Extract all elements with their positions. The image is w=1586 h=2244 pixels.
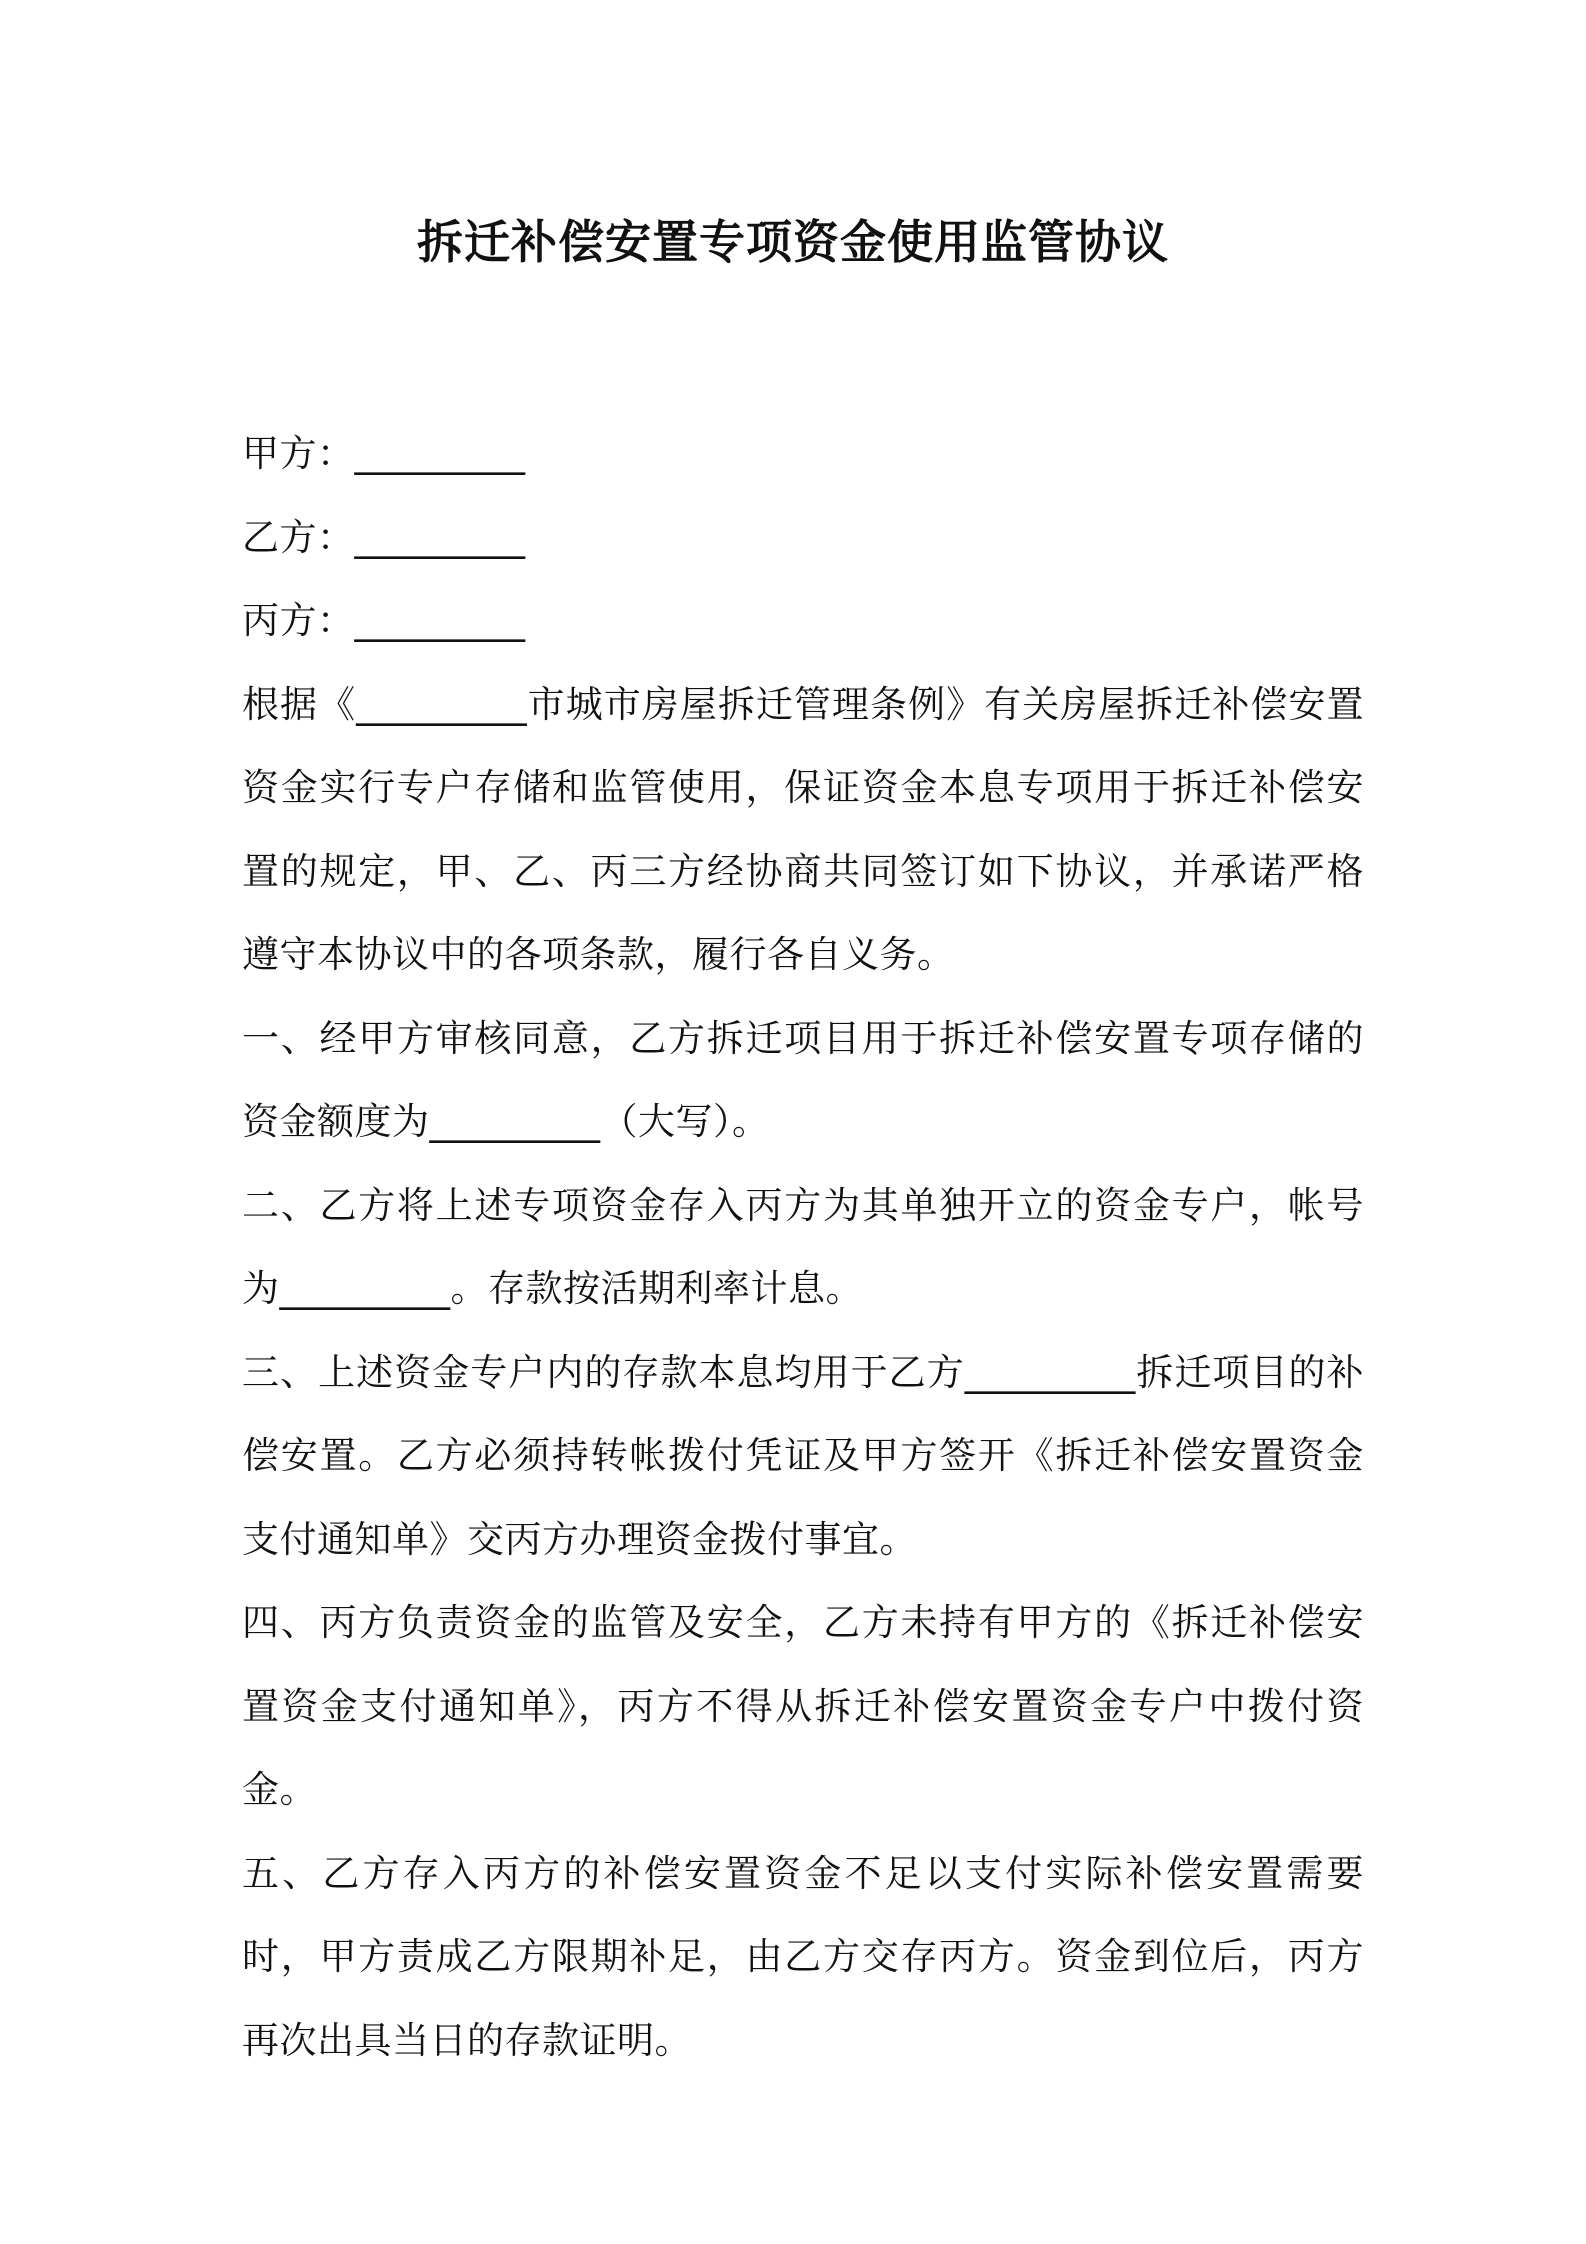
document-title: 拆迁补偿安置专项资金使用监管协议 (417, 215, 1169, 269)
clause-5-paragraph: 五、乙方存入丙方的补偿安置资金不足以支付实际补偿安置需要时，甲方责成乙方限期补足，由乙方交存丙方。资金到位后，丙方再次出具当日的存款证明。 (242, 1851, 1364, 2062)
party-b-line: 乙方：_________ (242, 515, 526, 559)
clause-1-paragraph: 一、经甲方审核同意，乙方拆迁项目用于拆迁补偿安置专项存储的资金额度为_________（大写）。 (242, 1016, 1364, 1143)
party-a-line: 甲方：_________ (242, 432, 526, 475)
preamble-paragraph: 根据《_________市城市房屋拆迁管理条例》有关房屋拆迁补偿安置资金实行专户存储和监管使用，保证资金本息专项用于拆迁补偿安置的规定，甲、乙、丙三方经协商共同签订如下协议，并承诺严格遵守本协议中的各项条款，履行各自义务。 (242, 682, 1364, 976)
party-c-line: 丙方：_________ (242, 599, 526, 642)
clause-2-paragraph: 二、乙方将上述专项资金存入丙方为其单独开立的资金专户，帐号为_________。存款按活期利率计息。 (242, 1183, 1364, 1310)
document-body (242, 412, 1364, 2082)
clause-4-paragraph: 四、丙方负责资金的监管及安全，乙方未持有甲方的《拆迁补偿安置资金支付通知单》，丙方不得从拆迁补偿安置资金专户中拨付资金。 (242, 1601, 1364, 1811)
clause-3-paragraph: 三、上述资金专户内的存款本息均用于乙方_________拆迁项目的补偿安置。乙方必须持转帐拨付凭证及甲方签开《拆迁补偿安置资金支付通知单》交丙方办理资金拨付事宜。 (242, 1350, 1364, 1561)
